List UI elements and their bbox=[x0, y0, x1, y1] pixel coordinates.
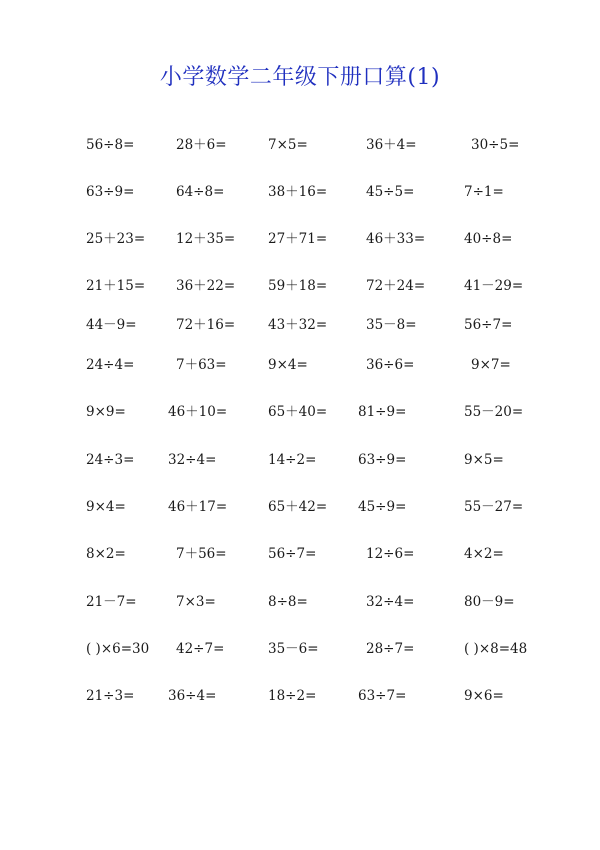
problem: 44－9= bbox=[86, 317, 137, 333]
problem: 30÷5= bbox=[471, 137, 520, 153]
problem: 41－29= bbox=[464, 278, 524, 294]
problem: 45÷5= bbox=[366, 184, 415, 200]
problem: 18÷2= bbox=[268, 688, 317, 704]
problem: 56÷7= bbox=[464, 317, 513, 333]
problem: 9×4= bbox=[86, 499, 126, 515]
problem: 28＋6= bbox=[176, 137, 227, 153]
problem: 36＋4= bbox=[366, 137, 417, 153]
problem-row bbox=[0, 497, 600, 517]
problem-row bbox=[0, 182, 600, 202]
problem: 32÷4= bbox=[168, 452, 217, 468]
problem: 8÷8= bbox=[268, 594, 308, 610]
problem: 12＋35= bbox=[176, 231, 236, 247]
problem: 65＋42= bbox=[268, 499, 328, 515]
problem: 24÷4= bbox=[86, 357, 135, 373]
problem: 7×3= bbox=[176, 594, 216, 610]
problem: 9×6= bbox=[464, 688, 504, 704]
problem: 24÷3= bbox=[86, 452, 135, 468]
problem-row bbox=[0, 544, 600, 564]
problem: 4×2= bbox=[464, 546, 504, 562]
problem: 80－9= bbox=[464, 594, 515, 610]
problem: 56÷7= bbox=[268, 546, 317, 562]
problem: 72＋24= bbox=[366, 278, 426, 294]
problem: 64÷8= bbox=[176, 184, 225, 200]
problem: 9×5= bbox=[464, 452, 504, 468]
problem-row bbox=[0, 592, 600, 612]
problem-row bbox=[0, 450, 600, 470]
problem: 36÷6= bbox=[366, 357, 415, 373]
problem: 9×7= bbox=[471, 357, 511, 373]
problem: 43＋32= bbox=[268, 317, 328, 333]
problem: 12÷6= bbox=[366, 546, 415, 562]
problem-row bbox=[0, 402, 600, 422]
problem-row bbox=[0, 355, 600, 375]
problem: 14÷2= bbox=[268, 452, 317, 468]
problem: 7＋56= bbox=[176, 546, 227, 562]
problem: 45÷9= bbox=[358, 499, 407, 515]
problem-row bbox=[0, 686, 600, 706]
problem-row bbox=[0, 276, 600, 296]
problem: 63÷9= bbox=[358, 452, 407, 468]
problem: 40÷8= bbox=[464, 231, 513, 247]
problem: 46＋33= bbox=[366, 231, 426, 247]
problem-row bbox=[0, 135, 600, 155]
problem: 21÷3= bbox=[86, 688, 135, 704]
problem: 9×4= bbox=[268, 357, 308, 373]
problem: 38＋16= bbox=[268, 184, 328, 200]
problem: 7÷1= bbox=[464, 184, 504, 200]
problem: 72＋16= bbox=[176, 317, 236, 333]
problem: 65＋40= bbox=[268, 404, 328, 420]
problem: 35－8= bbox=[366, 317, 417, 333]
problem: 25＋23= bbox=[86, 231, 146, 247]
problem-row bbox=[0, 315, 600, 335]
problem: 59＋18= bbox=[268, 278, 328, 294]
problem-row bbox=[0, 229, 600, 249]
problem: 32÷4= bbox=[366, 594, 415, 610]
problem: 28÷7= bbox=[366, 641, 415, 657]
problem: 9×9= bbox=[86, 404, 126, 420]
problem-row bbox=[0, 639, 600, 659]
problem: 35－6= bbox=[268, 641, 319, 657]
problem: 21＋15= bbox=[86, 278, 146, 294]
problem: ( )×6=30 bbox=[86, 641, 150, 657]
problem: 42÷7= bbox=[176, 641, 225, 657]
problem: 56÷8= bbox=[86, 137, 135, 153]
problem: 46＋17= bbox=[168, 499, 228, 515]
problem: 46＋10= bbox=[168, 404, 228, 420]
page-title: 小学数学二年级下册口算(1) bbox=[159, 65, 441, 90]
problem: ( )×8=48 bbox=[464, 641, 528, 657]
problem: 36÷4= bbox=[168, 688, 217, 704]
problem: 7×5= bbox=[268, 137, 308, 153]
problem: 7＋63= bbox=[176, 357, 227, 373]
problem: 27＋71= bbox=[268, 231, 328, 247]
problem: 63÷9= bbox=[86, 184, 135, 200]
problem: 36＋22= bbox=[176, 278, 236, 294]
problem: 63÷7= bbox=[358, 688, 407, 704]
problem: 8×2= bbox=[86, 546, 126, 562]
problem: 81÷9= bbox=[358, 404, 407, 420]
problem: 55－20= bbox=[464, 404, 524, 420]
problem: 55－27= bbox=[464, 499, 524, 515]
problem: 21－7= bbox=[86, 594, 137, 610]
